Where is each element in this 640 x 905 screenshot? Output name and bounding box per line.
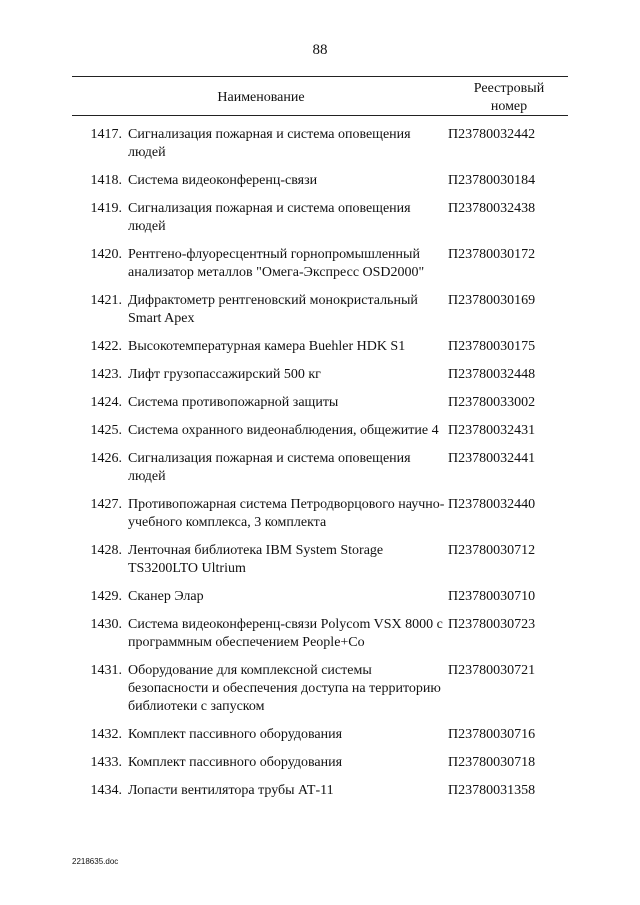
row-name: Система видеоконференц-связи: [128, 173, 318, 188]
page-number: 88: [312, 42, 328, 58]
row-name: Высокотемпературная камера Buehler HDK S1: [128, 339, 406, 354]
row-name: Лопасти вентилятора трубы АТ-11: [128, 783, 334, 798]
registry-table-body: [72, 126, 568, 810]
row-name: Ленточная библиотека IBM System Storage TS3200LTO Ultrium: [128, 543, 384, 576]
row-name: Система видеоконференц-связи Polycom VSX 8000 с программным обеспечением People+Co: [128, 617, 443, 650]
table-row: [72, 662, 568, 726]
row-registry-number: П23780032440: [448, 497, 536, 512]
row-name: Оборудование для комплексной системы безопасности и обеспечения доступа на территорию библиотеки с запуском: [128, 663, 441, 714]
row-number: 1432.: [90, 727, 122, 742]
row-name: Противопожарная система Петродворцового научно-учебного комплекса, 3 комплекта: [128, 497, 445, 530]
table-row: [72, 496, 568, 542]
table-row: [72, 200, 568, 246]
row-name: Сканер Элар: [128, 589, 204, 604]
row-number: 1429.: [90, 589, 122, 604]
row-name: Рентгено-флуоресцентный горнопромышленный анализатор металлов "Омега-Экспресс OSD2000": [128, 247, 425, 280]
row-number: 1423.: [90, 367, 122, 382]
row-name: Система охранного видеонаблюдения, общежитие 4: [128, 423, 439, 438]
table-row: [72, 542, 568, 588]
row-registry-number: П23780030723: [448, 617, 536, 632]
row-number: 1417.: [90, 127, 122, 142]
table-row: [72, 450, 568, 496]
row-number: 1422.: [90, 339, 122, 354]
table-row: [72, 338, 568, 366]
row-number: 1426.: [90, 451, 122, 466]
row-registry-number: П23780030184: [448, 173, 536, 188]
row-name: Комплект пассивного оборудования: [128, 755, 343, 770]
row-name: Сигнализация пожарная и система оповещения людей: [128, 451, 411, 484]
row-registry-number: П23780030716: [448, 727, 536, 742]
row-number: 1424.: [90, 395, 122, 410]
row-registry-number: П23780030172: [448, 247, 536, 262]
header-top-rule: [72, 76, 568, 77]
table-row: [72, 754, 568, 782]
row-name: Система противопожарной защиты: [128, 395, 339, 410]
row-number: 1430.: [90, 617, 122, 632]
row-name: Лифт грузопассажирский 500 кг: [128, 367, 321, 382]
row-registry-number: П23780030721: [448, 663, 536, 678]
row-registry-number: П23780030712: [448, 543, 536, 558]
row-number: 1420.: [90, 247, 122, 262]
row-number: 1425.: [90, 423, 122, 438]
row-number: 1433.: [90, 755, 122, 770]
row-registry-number: П23780032431: [448, 423, 536, 438]
table-row: [72, 782, 568, 810]
row-number: 1427.: [90, 497, 122, 512]
table-row: [72, 588, 568, 616]
table-row: [72, 172, 568, 200]
table-row: [72, 394, 568, 422]
row-registry-number: П23780032441: [448, 451, 536, 466]
row-name: Сигнализация пожарная и система оповещения людей: [128, 127, 411, 160]
table-row: [72, 616, 568, 662]
table-row: [72, 292, 568, 338]
table-row: [72, 246, 568, 292]
row-registry-number: П23780030718: [448, 755, 536, 770]
row-registry-number: П23780030710: [448, 589, 536, 604]
row-name: Дифрактометр рентгеновский монокристальный Smart Apex: [128, 293, 418, 326]
row-number: 1434.: [90, 783, 122, 798]
row-number: 1431.: [90, 663, 122, 678]
row-name: Сигнализация пожарная и система оповещения людей: [128, 201, 411, 234]
row-number: 1428.: [90, 543, 122, 558]
row-registry-number: П23780031358: [448, 783, 536, 798]
column-header-registry-number: [450, 80, 568, 116]
column-header-name: Наименование: [217, 90, 305, 105]
row-registry-number: П23780032438: [448, 201, 536, 216]
column-header-registry-line1: Реестровый: [473, 81, 545, 96]
row-number: 1418.: [90, 173, 122, 188]
row-registry-number: П23780030175: [448, 339, 536, 354]
row-name: Комплект пассивного оборудования: [128, 727, 343, 742]
column-header-registry-line2: номер: [490, 99, 528, 114]
table-row: [72, 726, 568, 754]
row-number: 1419.: [90, 201, 122, 216]
row-registry-number: П23780030169: [448, 293, 536, 308]
row-registry-number: П23780032448: [448, 367, 536, 382]
table-row: [72, 126, 568, 172]
table-row: [72, 366, 568, 394]
footer-filename: 2218635.doc: [72, 857, 119, 866]
row-registry-number: П23780032442: [448, 127, 536, 142]
header-bottom-rule: [72, 115, 568, 116]
row-registry-number: П23780033002: [448, 395, 536, 410]
row-number: 1421.: [90, 293, 122, 308]
table-row: [72, 422, 568, 450]
